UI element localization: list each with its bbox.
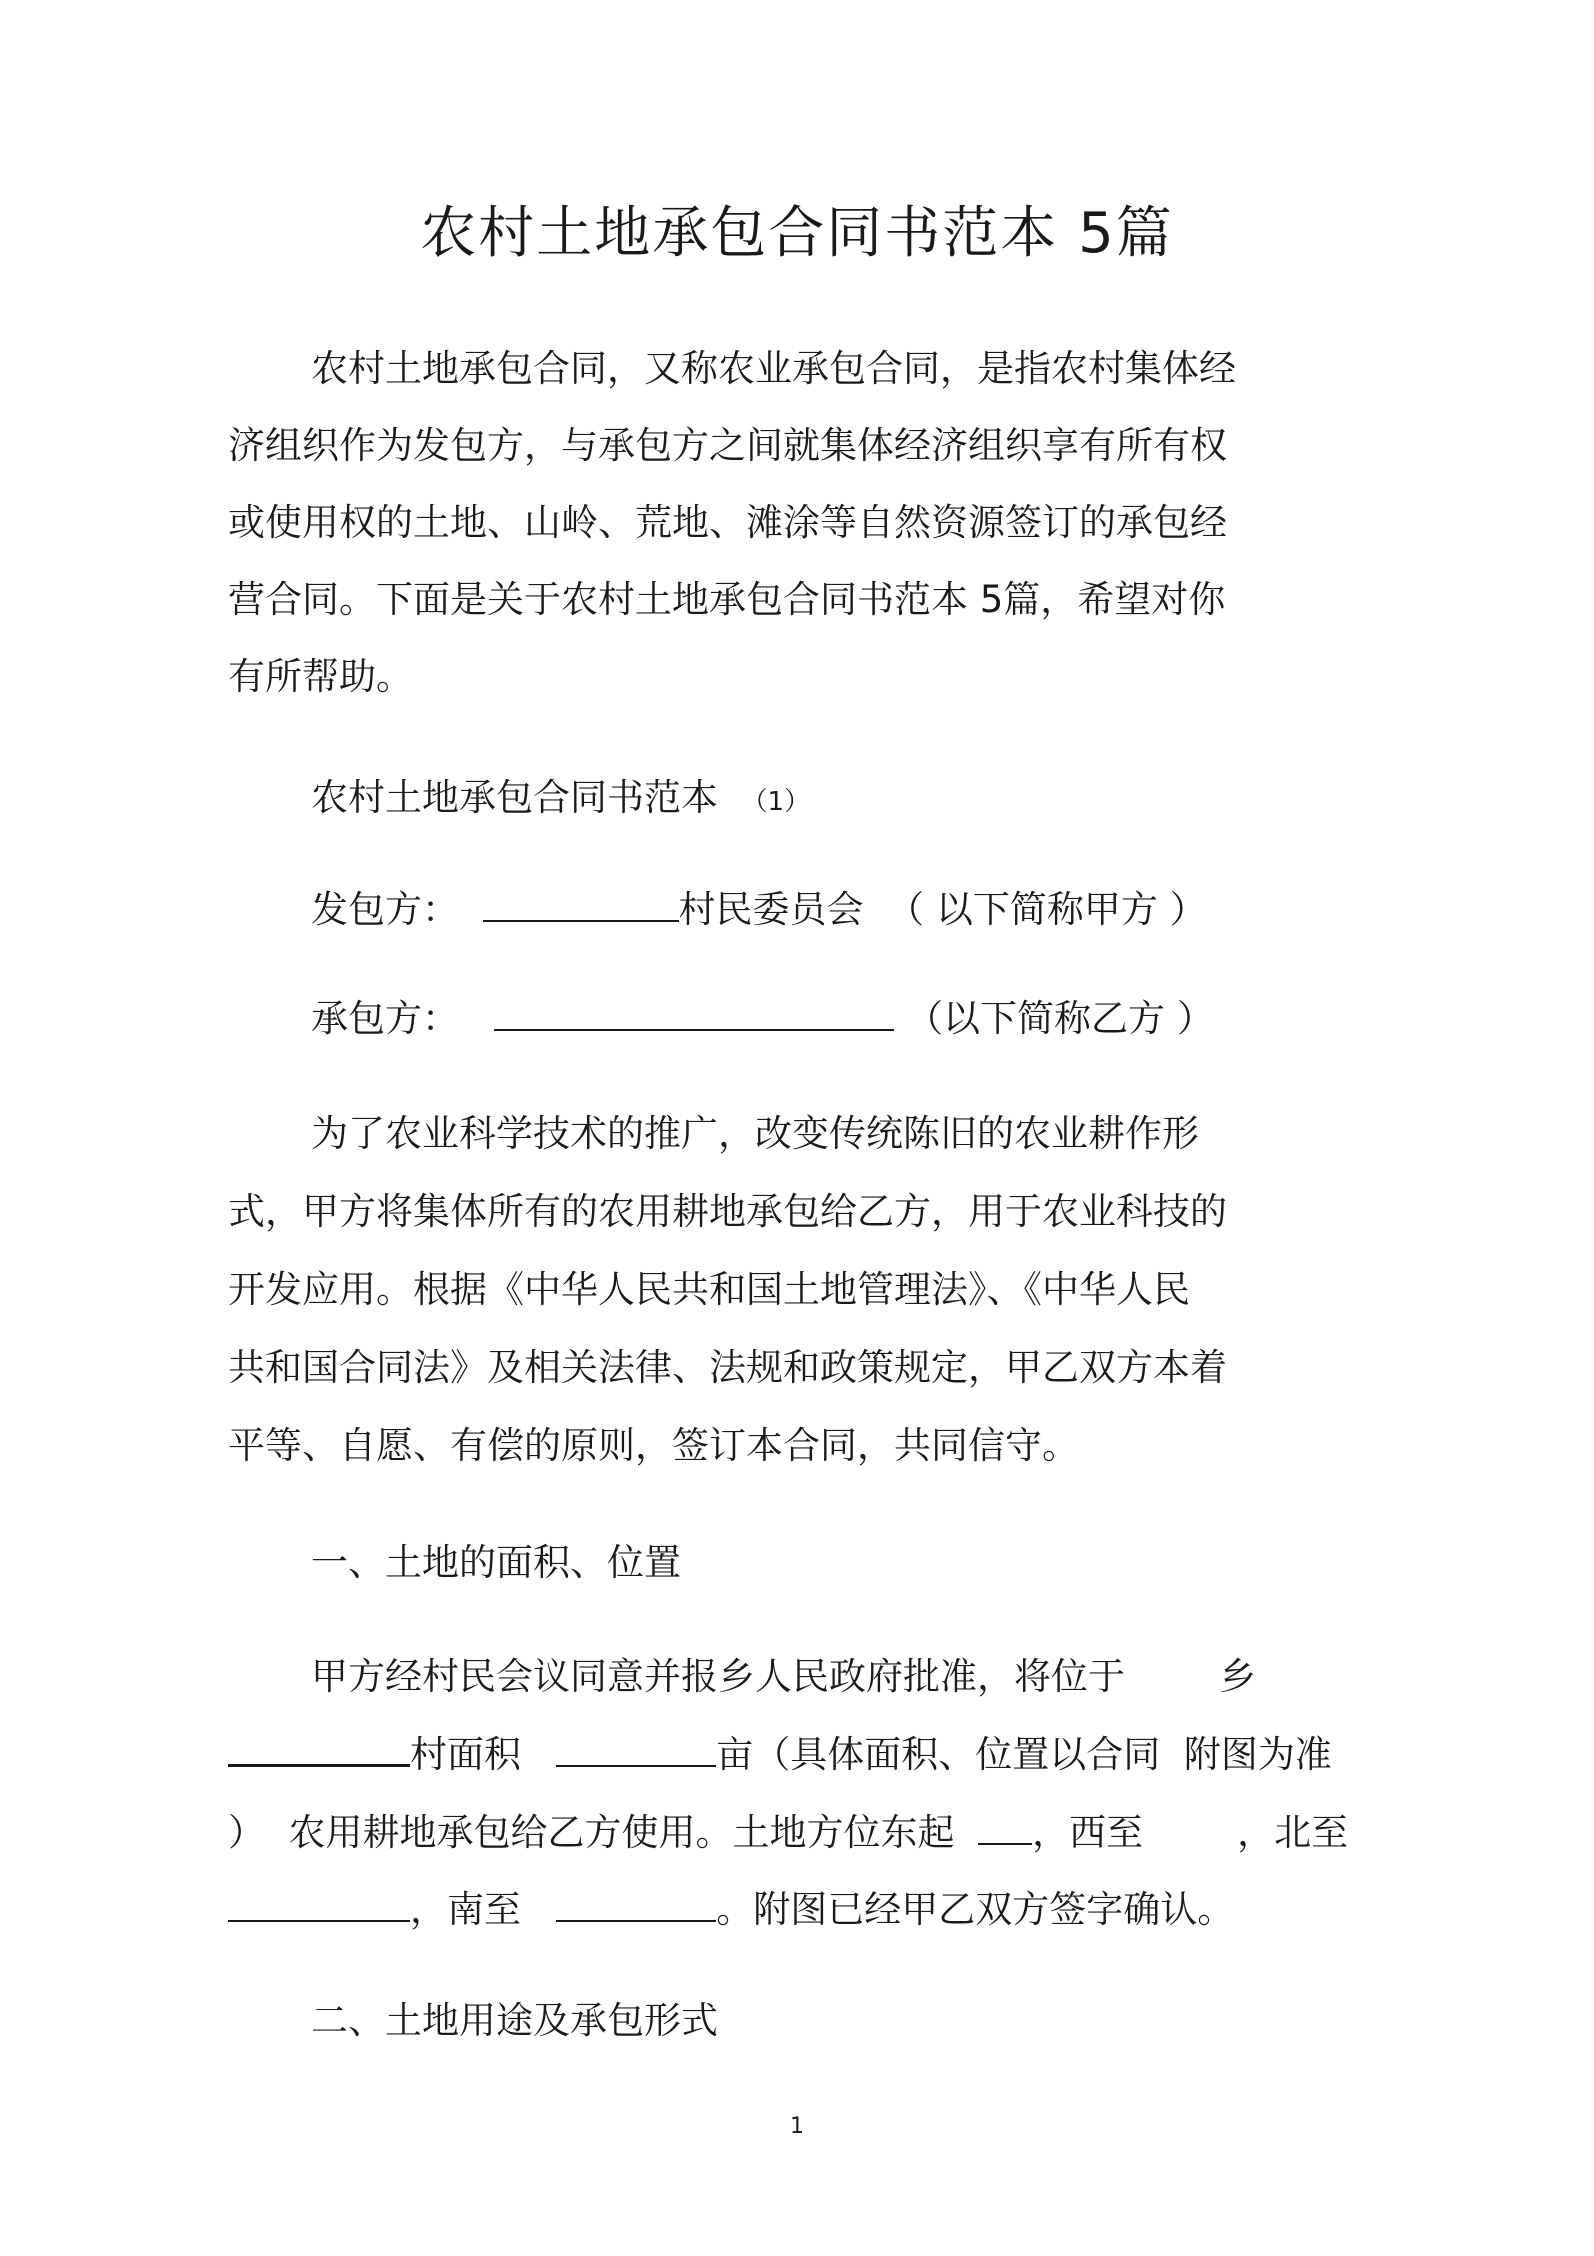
intro-line-4: 营合同。下面是关于农村土地承包合同书范本 5篇，希望对你: [228, 578, 1226, 621]
clause-1-line-1: [311, 1652, 1256, 1702]
party-a-blank: [483, 886, 679, 922]
clause-1-line-1-text: 甲方经村民会议同意并报乡人民政府批准，将位于: [311, 1655, 1125, 1698]
party-b-line: [311, 994, 1214, 1044]
page-number: 1: [790, 2114, 804, 2139]
party-b-note: （以下简称乙方 ）: [906, 997, 1214, 1040]
document-title: 农村土地承包合同书范本 5篇: [420, 201, 1174, 266]
clause-1-line-2: [228, 1730, 1332, 1780]
clause-1-line-4-b: 。附图已经甲乙双方签字确认。: [716, 1888, 1235, 1931]
party-b-blank: [494, 995, 894, 1031]
party-a-label: 发包方：: [311, 888, 459, 931]
south-blank: [556, 1886, 716, 1922]
north-blank: [228, 1886, 410, 1922]
clause-1-line-4: [228, 1885, 1234, 1935]
intro-line-1: 农村土地承包合同，又称农业承包合同，是指农村集体经: [311, 347, 1236, 390]
purpose-line-5: 平等、自愿、有偿的原则，签订本合同，共同信守。: [228, 1424, 1079, 1467]
area-blank: [556, 1731, 716, 1767]
purpose-line-3: 开发应用。根据《中华人民共和国土地管理法》、《中华人民: [228, 1268, 1190, 1311]
clause-1-line-3-c: ，北至: [1237, 1811, 1349, 1854]
purpose-line-1: 为了农业科学技术的推广，改变传统陈旧的农业耕作形: [311, 1112, 1199, 1155]
clause-1-line-2-a: 村面积: [410, 1733, 521, 1776]
section-title: 农村土地承包合同书范本: [311, 776, 718, 819]
clause-1-line-2-b: 亩（具体面积、位置以合同 附图为准: [716, 1733, 1332, 1776]
clause-1-line-3-b: ，西至: [1032, 1811, 1144, 1854]
purpose-line-2: 式，甲方将集体所有的农用耕地承包给乙方，用于农业科技的: [228, 1190, 1227, 1233]
party-a-note: （ 以下简称甲方 ）: [887, 888, 1207, 931]
clause-1-line-3: [228, 1808, 1348, 1858]
clause-1-line-4-a: ，南至: [410, 1888, 521, 1931]
purpose-line-4: 共和国合同法》及相关法律、法规和政策规定，甲乙双方本着: [228, 1346, 1227, 1389]
clause-1-heading: 一、土地的面积、位置: [311, 1541, 681, 1584]
intro-line-5: 有所帮助。: [228, 655, 413, 698]
village-blank: [228, 1730, 410, 1767]
intro-line-3: 或使用权的土地、山岭、荒地、滩涂等自然资源签订的承包经: [228, 501, 1227, 544]
east-blank: [978, 1809, 1032, 1845]
clause-2-heading: 二、土地用途及承包形式: [311, 1999, 718, 2042]
clause-1-line-1-end: 乡: [1219, 1655, 1257, 1698]
section-number: （1）: [741, 787, 811, 817]
party-a-line: [311, 885, 1207, 935]
party-b-label: 承包方：: [311, 997, 459, 1040]
party-a-suffix: 村民委员会: [678, 888, 864, 931]
intro-line-2: 济组织作为发包方，与承包方之间就集体经济组织享有所有权: [228, 424, 1227, 467]
clause-1-line-3-a: ） 农用耕地承包给乙方使用。土地方位东起: [228, 1811, 955, 1854]
section-heading: [311, 773, 810, 827]
